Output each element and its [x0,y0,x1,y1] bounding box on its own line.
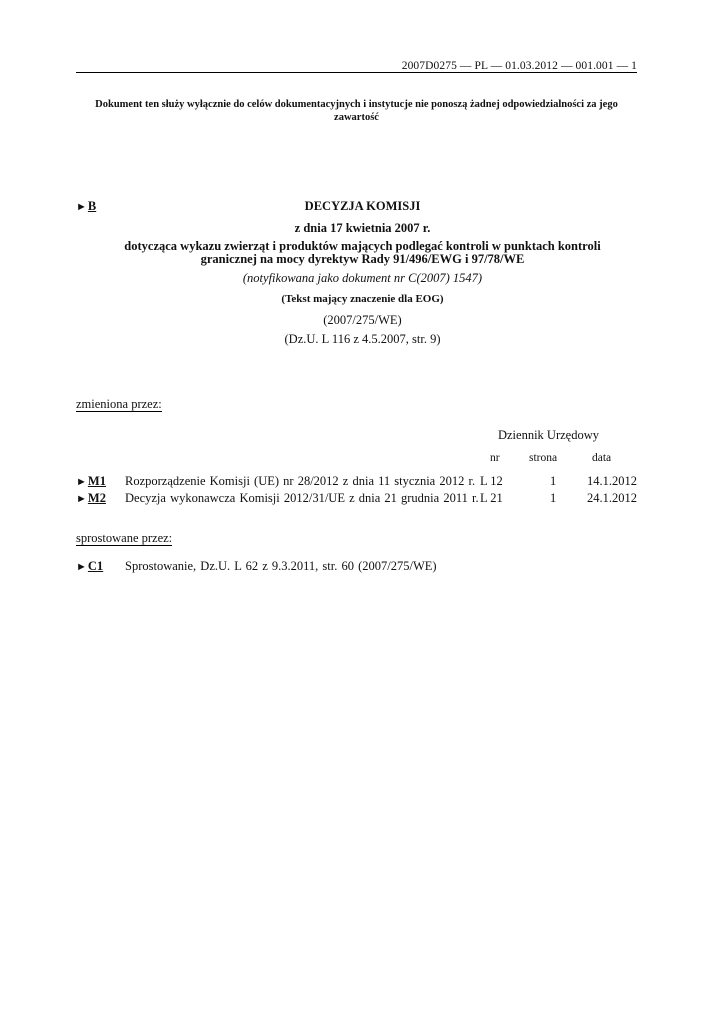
celex-number: (2007/275/WE) [323,313,402,327]
header-divider [76,72,637,73]
basic-act-marker[interactable] [76,199,96,214]
marker-arrow-icon: ► [76,561,87,573]
marker-code: M1 [87,474,106,488]
official-journal-reference: (Dz.U. L 116 z 4.5.2007, str. 9) [284,332,441,346]
disclaimer-text: Dokument ten służy wyłącznie do celów dokumentacyjnych i instytucje nie ponoszą żadnej odpowiedzialności za jego zawartość [95,99,618,123]
column-header-date: data [592,452,612,464]
amendment-date: 24.1.2012 [587,491,637,505]
document-subject: dotycząca wykazu zwierząt i produktów mających podlegać kontroli w punktach kontroli granicznej na mocy dyrektyw Rady 91/496/EWG i 97/78/WE [124,239,601,266]
marker-arrow-icon: ► [76,201,87,213]
correction-marker-c1[interactable] [76,559,103,574]
marker-code: B [87,199,97,213]
eea-relevance: (Tekst mający znaczenie dla EOG) [281,293,444,305]
marker-code: M2 [87,491,106,505]
document-date: z dnia 17 kwietnia 2007 r. [294,221,431,235]
document-reference: 2007D0275 — PL — 01.03.2012 — 001.001 — 1 [401,60,637,72]
amendment-row-m1 [76,474,637,490]
correction-row-c1 [76,559,637,575]
amendment-row-m2 [76,491,637,507]
amendment-marker-m1[interactable] [76,474,106,489]
correction-description: Sprostowanie, Dz.U. L 62 z 9.3.2011, str. 60 (2007/275/WE) [125,559,437,573]
corrected-by-label: sprostowane przez: [76,531,173,545]
amendment-journal-nr: L 21 [480,491,503,505]
amendment-marker-m2[interactable] [76,491,106,506]
column-header-nr: nr [490,452,500,464]
amended-by-label: zmieniona przez: [76,397,162,411]
amendment-description: Rozporządzenie Komisji (UE) nr 28/2012 z dnia 11 stycznia 2012 r. [125,474,476,488]
marker-arrow-icon: ► [76,476,87,488]
amendment-journal-nr: L 12 [480,474,503,488]
document-title: DECYZJA KOMISJI [304,199,421,213]
amendment-date: 14.1.2012 [587,474,637,488]
marker-arrow-icon: ► [76,493,87,505]
marker-code: C1 [87,559,104,573]
amendment-page: 1 [550,474,557,488]
amendment-description: Decyzja wykonawcza Komisji 2012/31/UE z dnia 21 grudnia 2011 r. [125,491,479,505]
column-header-page: strona [529,452,558,464]
journal-heading: Dziennik Urzędowy [497,428,599,442]
amendment-page: 1 [550,491,557,505]
notification-note: (notyfikowana jako dokument nr C(2007) 1547) [242,271,483,285]
